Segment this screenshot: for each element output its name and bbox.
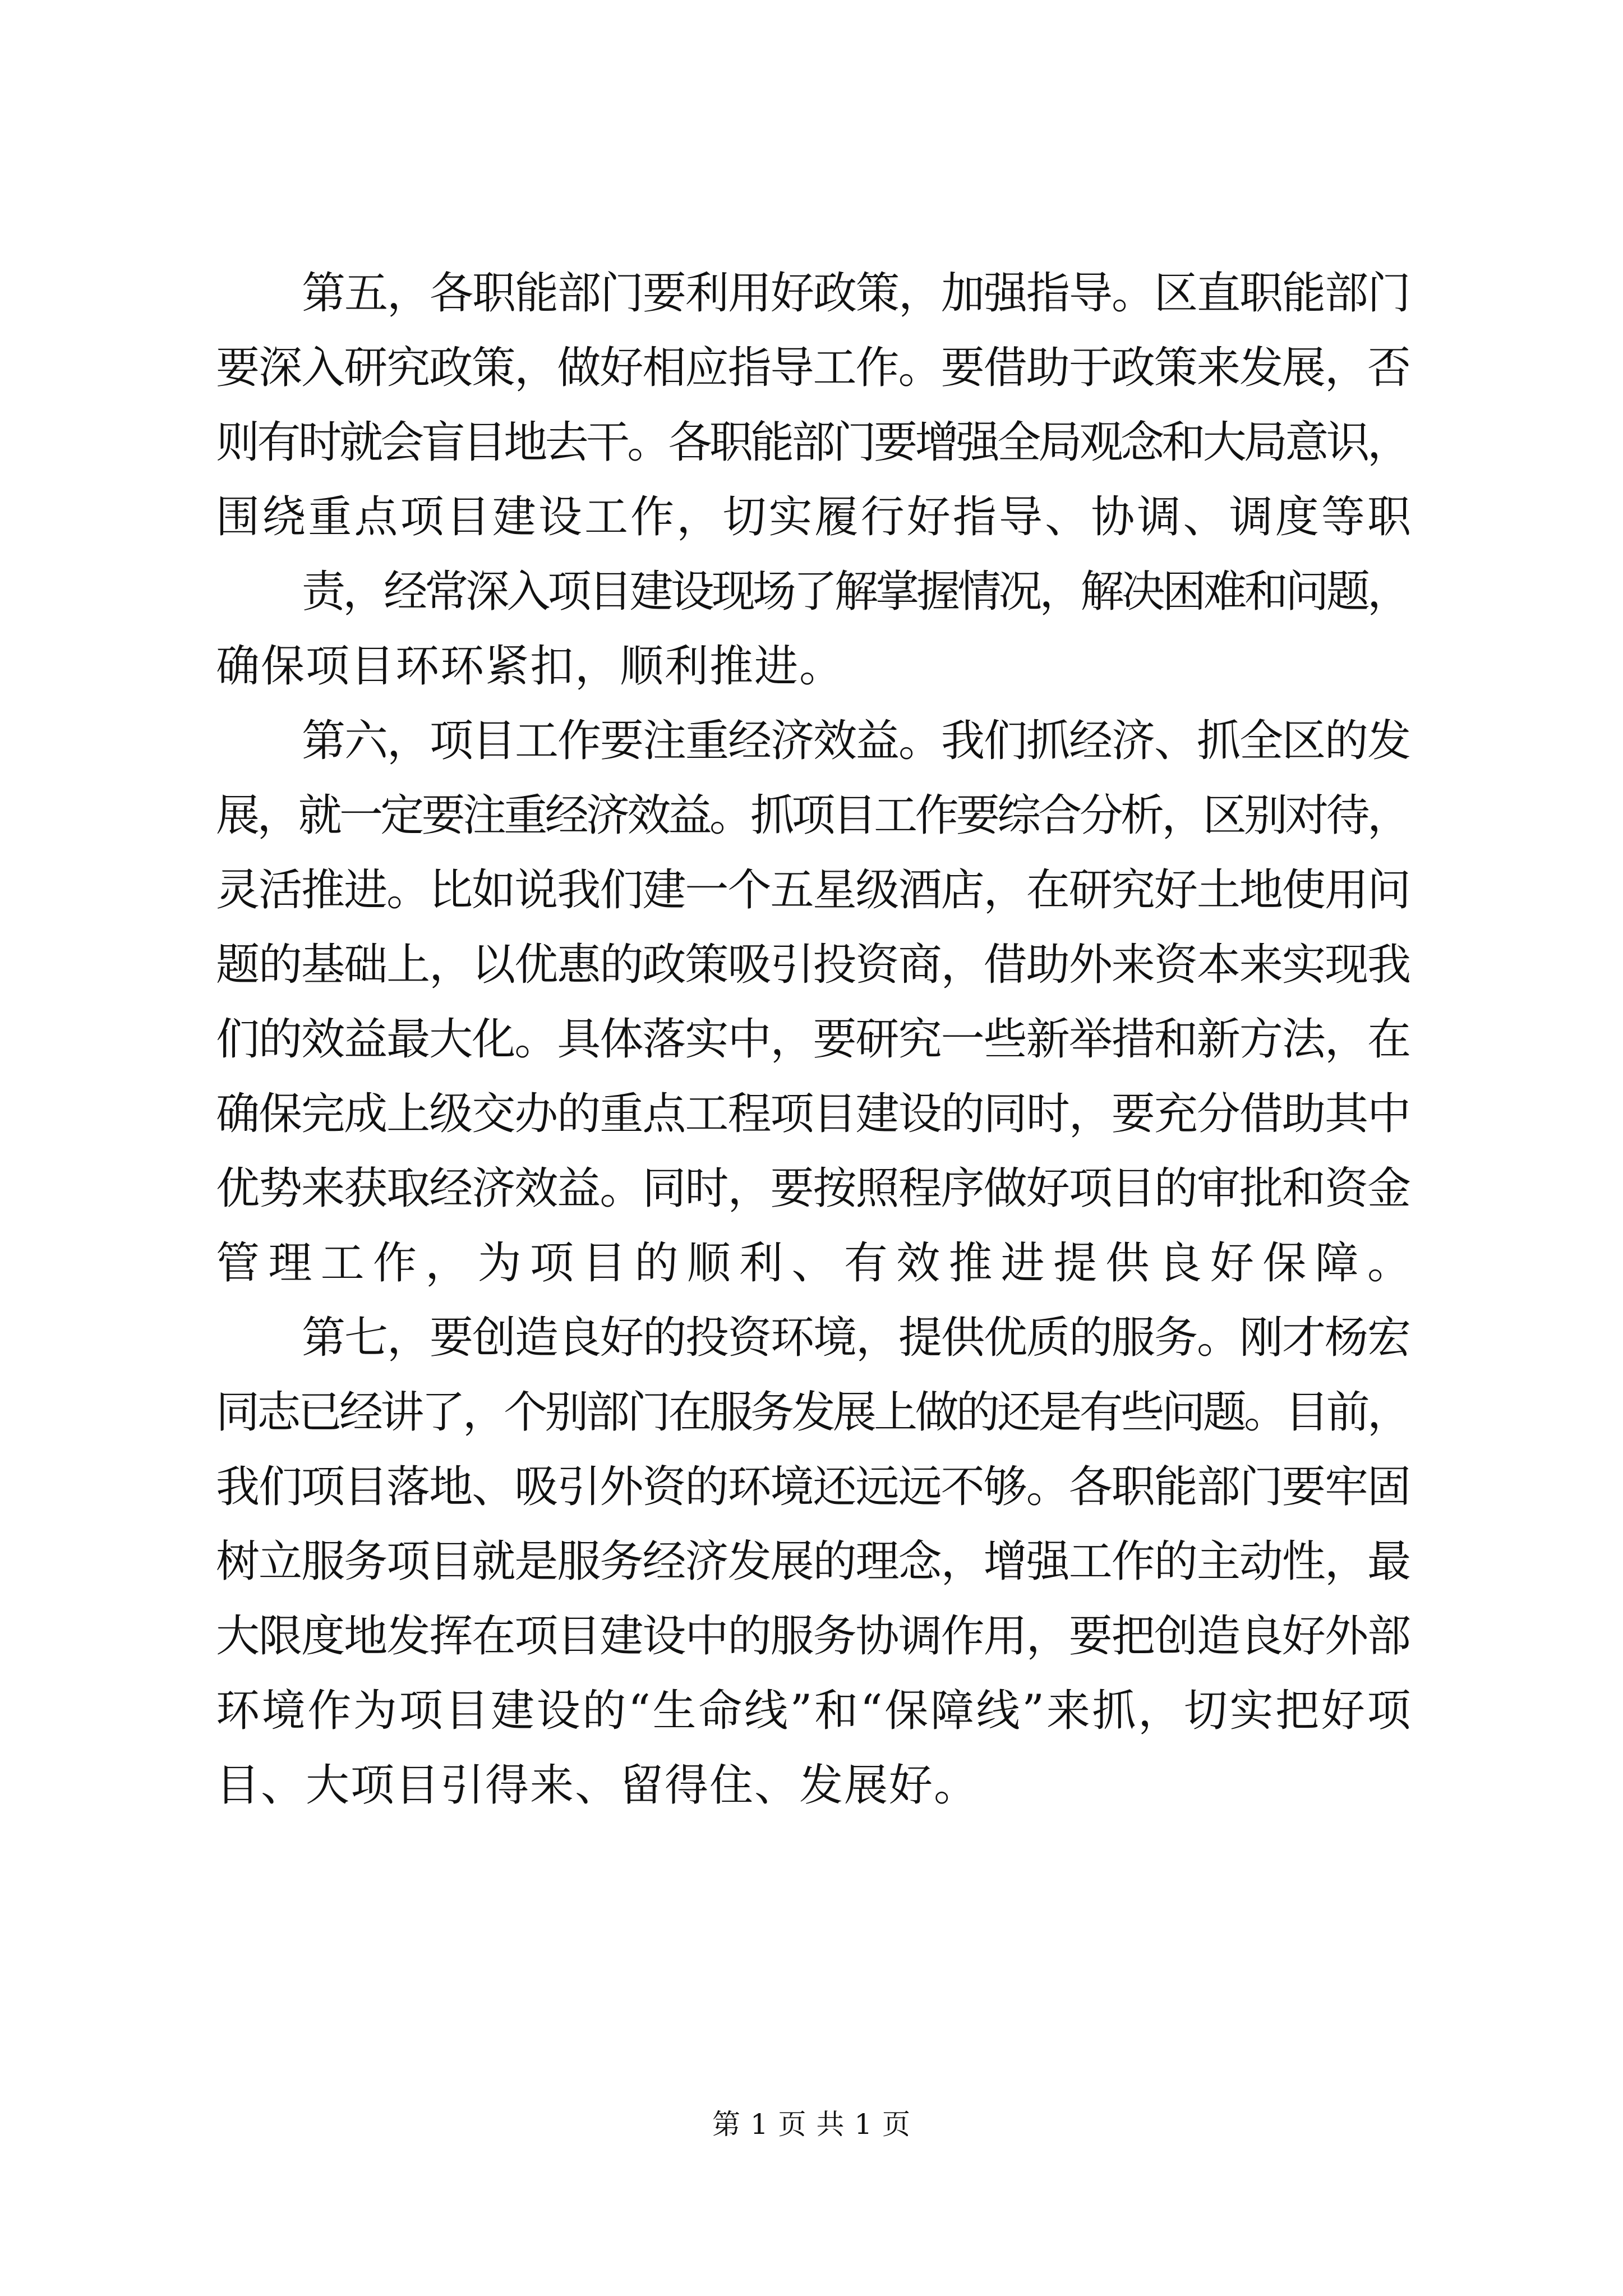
paragraph-4-line-2: 同志已经讲了，个别部门在服务发展上做的还是有些问题。目前， <box>216 1387 1409 1438</box>
paragraph-2-line-1: 责，经常深入项目建设现场了解掌握情况，解决困难和问题， <box>302 567 1409 617</box>
paragraph-3-line-8: 管理工作，为项目的顺利、有效推进提供良好保障。 <box>216 1238 1420 1289</box>
paragraph-1-line-2: 要深入研究政策，做好相应指导工作。要借助于政策来发展，否 <box>216 343 1410 393</box>
paragraph-3-line-1: 第六，项目工作要注重经济效益。我们抓经济、抓全区的发 <box>302 716 1410 766</box>
page-number-footer: 第 1 页 共 1 页 <box>712 2108 911 2141</box>
paragraph-4-line-1: 第七，要创造良好的投资环境，提供优质的服务。刚才杨宏 <box>302 1313 1410 1363</box>
paragraph-1-line-3: 则有时就会盲目地去干。各职能部门要增强全局观念和大局意识， <box>216 417 1409 468</box>
paragraph-3-line-7: 优势来获取经济效益。同时，要按照程序做好项目的审批和资金 <box>216 1163 1410 1214</box>
paragraph-1-line-4: 围绕重点项目建设工作，切实履行好指导、协调、调度等职 <box>216 492 1414 542</box>
paragraph-4-line-6: 环境作为项目建设的“生命线”和“保障线”来抓，切实把好项 <box>216 1686 1413 1736</box>
paragraph-3-line-6: 确保完成上级交办的重点工程项目建设的同时，要充分借助其中 <box>216 1089 1410 1139</box>
paragraph-2-line-2: 确保项目环环紧扣，顺利推进。 <box>216 641 845 692</box>
paragraph-4-line-4: 树立服务项目就是服务经济发展的理念，增强工作的主动性，最 <box>216 1536 1410 1587</box>
paragraph-4-line-3: 我们项目落地、吸引外资的环境还远远不够。各职能部门要牢固 <box>216 1462 1410 1512</box>
paragraph-4-line-7: 目、大项目引得来、留得住、发展好。 <box>216 1760 979 1811</box>
paragraph-3-line-3: 灵活推进。比如说我们建一个五星级酒店，在研究好土地使用问 <box>216 865 1410 915</box>
paragraph-4-line-5: 大限度地发挥在项目建设中的服务协调作用，要把创造良好外部 <box>216 1611 1410 1662</box>
paragraph-3-line-5: 们的效益最大化。具体落实中，要研究一些新举措和新方法，在 <box>216 1014 1410 1065</box>
paragraph-1-line-1: 第五，各职能部门要利用好政策，加强指导。区直职能部门 <box>302 268 1410 319</box>
paragraph-3-line-2: 展，就一定要注重经济效益。抓项目工作要综合分析，区别对待， <box>216 790 1409 841</box>
paragraph-3-line-4: 题的基础上，以优惠的政策吸引投资商，借助外来资本来实现我 <box>216 940 1410 990</box>
